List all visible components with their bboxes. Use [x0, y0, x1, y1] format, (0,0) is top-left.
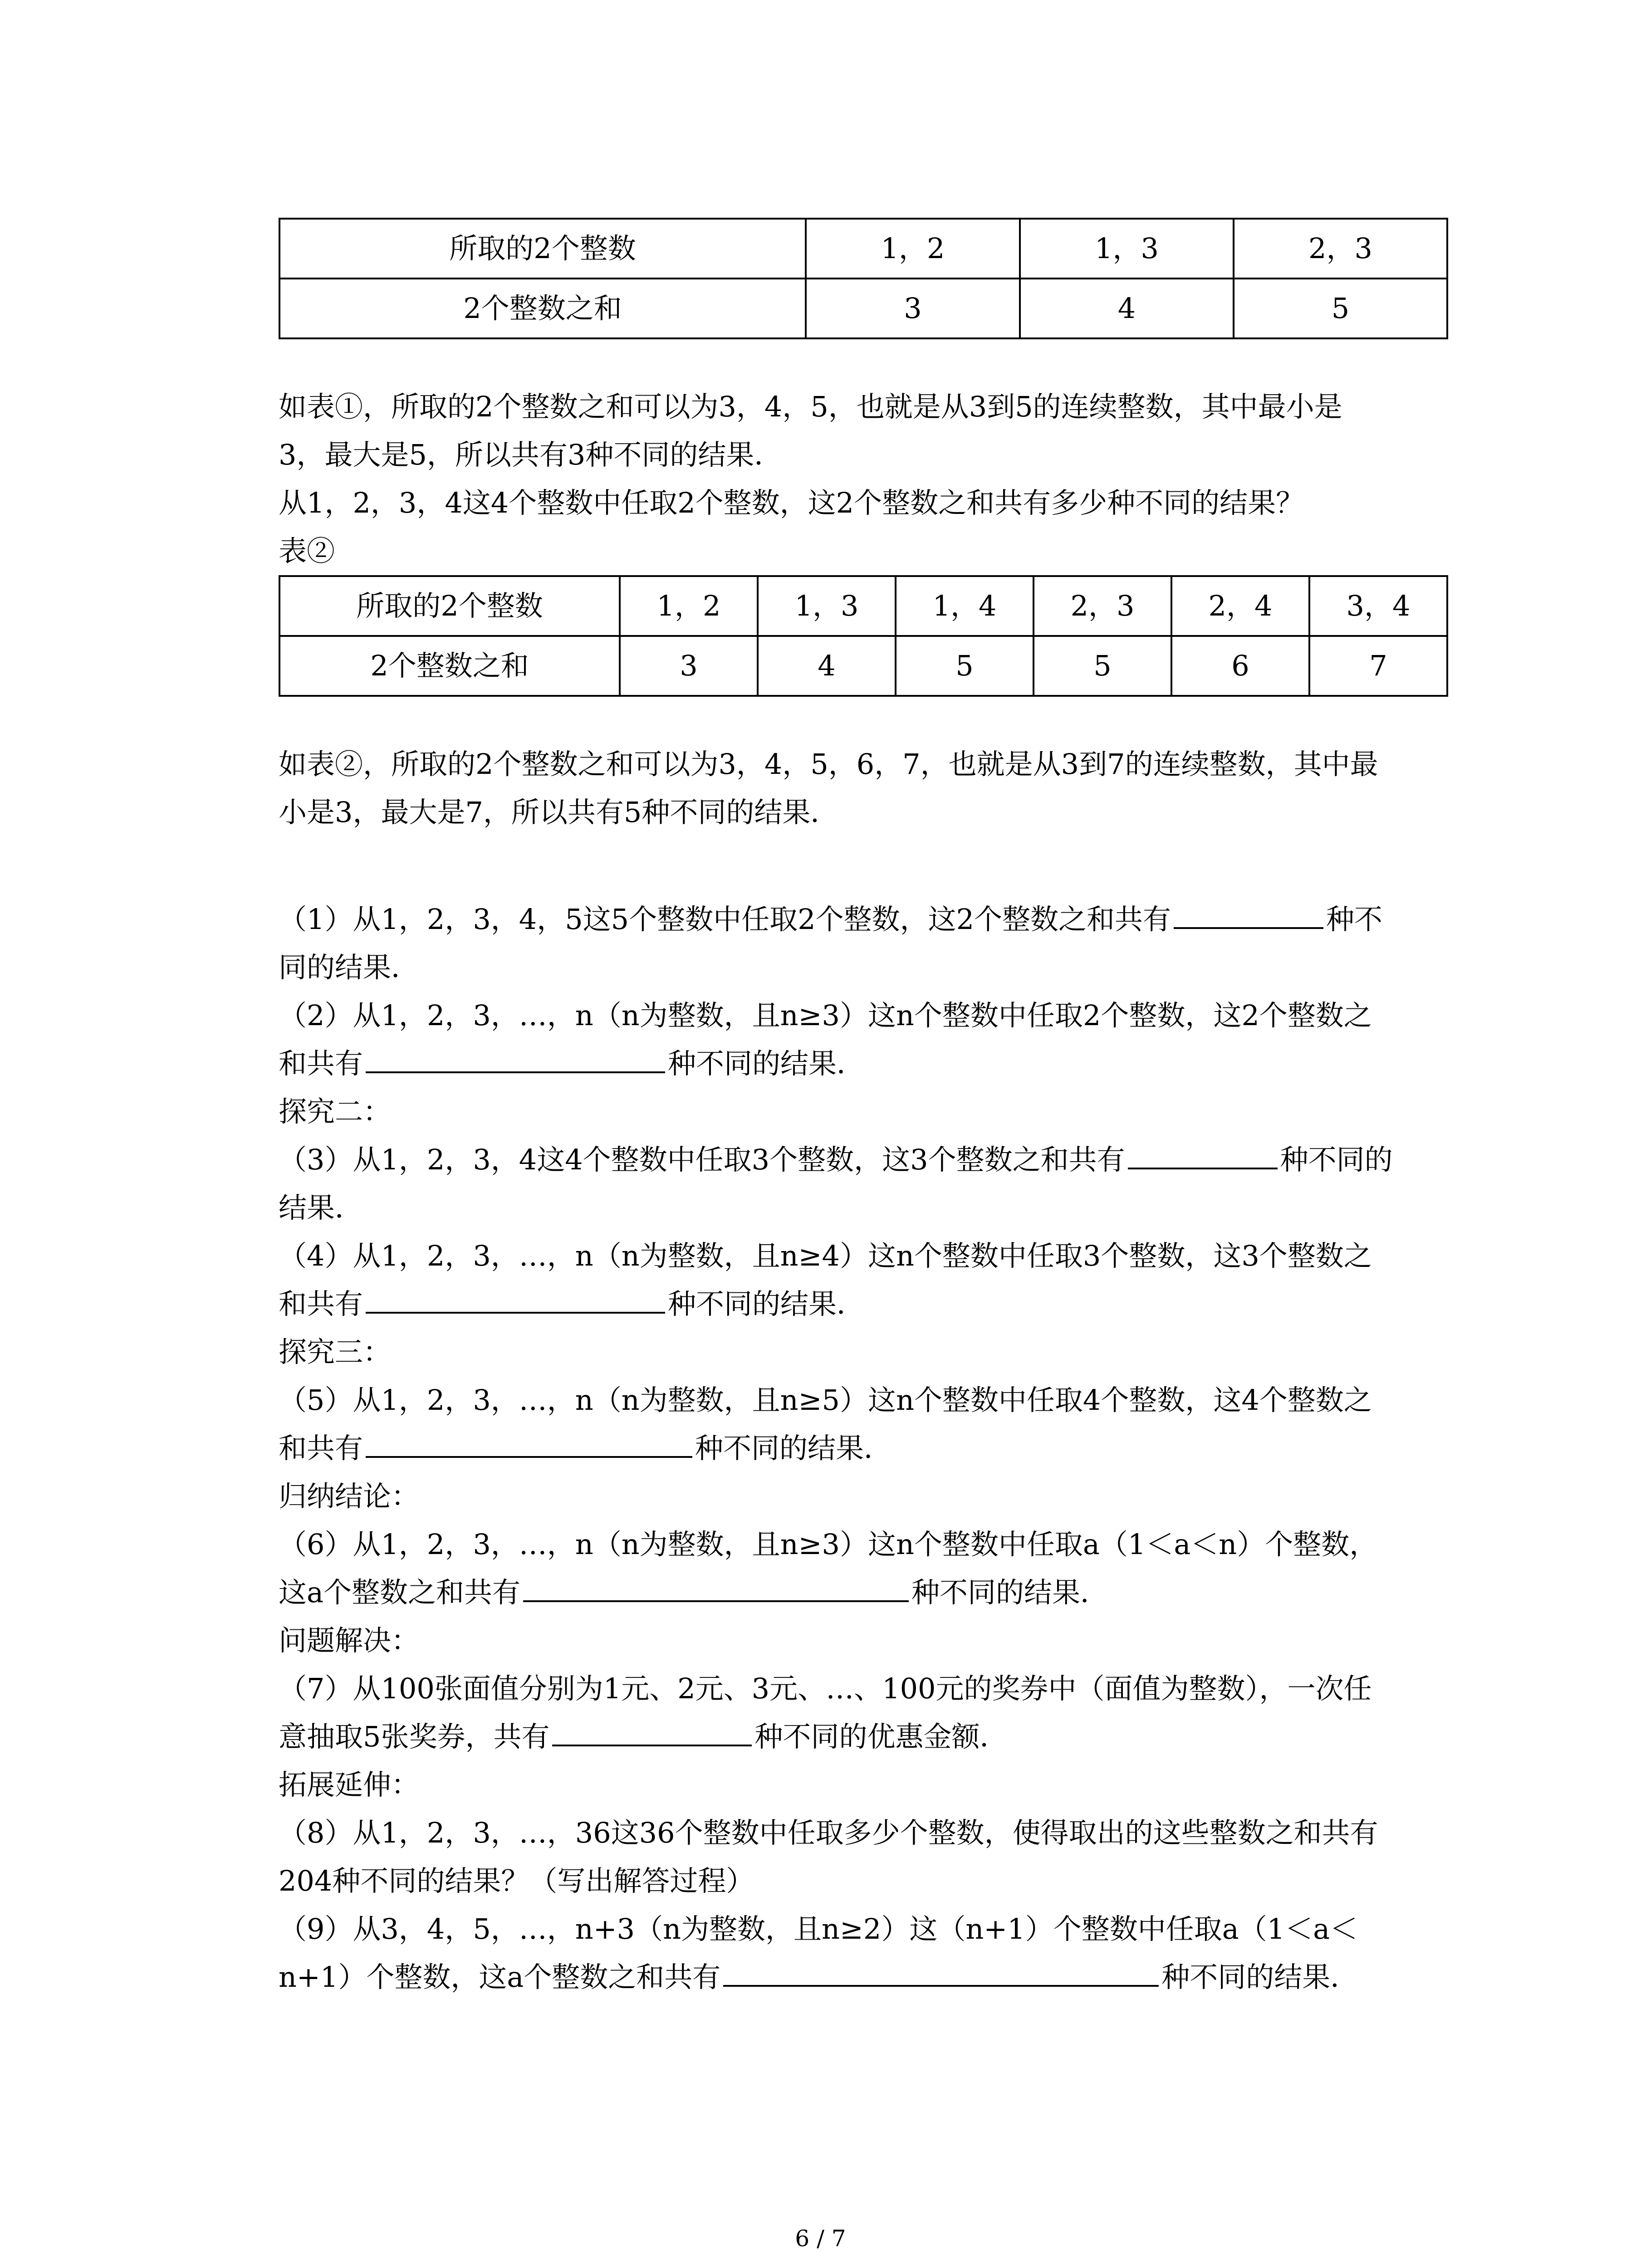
table-cell: 3 [620, 636, 758, 696]
table-cell: 4 [758, 636, 896, 696]
table-cell: 1，2 [806, 219, 1020, 279]
table-cell: 6 [1171, 636, 1309, 696]
question-5: （5）从1，2，3，…，n（n为整数，且n≥5）这n个整数中任取4个整数，这4个整数之 和共有 种不同的结果． [279, 1383, 1372, 1465]
table-cell: 5 [1034, 636, 1171, 696]
table-cell: 1，3 [1020, 219, 1234, 279]
explanation-2: 如表②，所取的2个整数之和可以为3，4，5，6，7，也就是从3到7的连续整数，其中最 小是3，最大是7，所以共有5种不同的结果． [279, 748, 1378, 829]
table-cell: 所取的2个整数 [279, 219, 806, 279]
answer-blank[interactable] [366, 1428, 692, 1458]
table-cell: 5 [1234, 279, 1447, 338]
table-row [279, 576, 1447, 636]
table-cell: 2个整数之和 [279, 636, 620, 696]
question-4: （4）从1，2，3，…，n（n为整数，且n≥4）这n个整数中任取3个整数，这3个整数之 和共有 种不同的结果． [279, 1239, 1372, 1320]
table-cell: 所取的2个整数 [279, 576, 620, 636]
table-cell: 1，4 [896, 576, 1034, 636]
section-heading: 探究三： [279, 1335, 392, 1369]
answer-blank[interactable] [366, 1284, 665, 1314]
question-2: （2）从1，2，3，…，n（n为整数，且n≥3）这n个整数中任取2个整数，这2个整数之 和共有 种不同的结果． [279, 999, 1372, 1080]
answer-blank[interactable] [552, 1716, 752, 1746]
page-content [279, 218, 1446, 2001]
sum-table-1 [279, 218, 1448, 339]
section-heading: 探究二： [279, 1095, 392, 1128]
answer-blank[interactable] [523, 1572, 909, 1602]
table-cell: 7 [1309, 636, 1447, 696]
table-cell: 2个整数之和 [279, 279, 806, 338]
answer-blank[interactable] [1128, 1139, 1278, 1169]
answer-blank[interactable] [723, 1957, 1159, 1987]
table-cell: 3，4 [1309, 576, 1447, 636]
section-heading: 归纳结论： [279, 1480, 420, 1513]
table-row [279, 636, 1447, 696]
table-cell: 1，3 [758, 576, 896, 636]
question-3: （3）从1，2，3，4这4个整数中任取3个整数，这3个整数之和共有 种不同的 结果． [279, 1136, 1446, 1232]
table-cell: 1，2 [620, 576, 758, 636]
page-number: 6 / 7 [795, 2225, 846, 2252]
sum-table-2 [279, 575, 1448, 697]
answer-blank[interactable] [1174, 899, 1323, 929]
question-8: （8）从1，2，3，…，36这36个整数中任取多少个整数，使得取出的这些整数之和共有 204种不同的结果？（写出解答过程） [279, 1816, 1378, 1897]
question-6: （6）从1，2，3，…，n（n为整数，且n≥3）这n个整数中任取a（1＜a＜n）个整数， 这a个整数之和共有 种不同的结果． [279, 1528, 1378, 1609]
table-row [279, 219, 1447, 279]
table-cell: 5 [896, 636, 1034, 696]
table-cell: 4 [1020, 279, 1234, 338]
section-heading: 拓展延伸： [279, 1768, 420, 1801]
table-cell: 2，4 [1171, 576, 1309, 636]
question-intro: 从1，2，3，4这4个整数中任取2个整数，这2个整数之和共有多少种不同的结果？ [279, 486, 1304, 519]
table-row [279, 279, 1447, 338]
table-cell: 3 [806, 279, 1020, 338]
table-cell: 2，3 [1034, 576, 1171, 636]
answer-blank[interactable] [366, 1043, 665, 1073]
question-7: （7）从100张面值分别为1元、2元、3元、…、100元的奖券中（面值为整数），一次任 意抽取5张奖券，共有 种不同的优惠金额． [279, 1672, 1372, 1753]
explanation-1: 如表①，所取的2个整数之和可以为3，4，5，也就是从3到5的连续整数，其中最小是 3，最大是5，所以共有3种不同的结果． 从1，2，3，4这4个整数中任取2个整数，这2个整数之和共有多少种不同的结果？ 表② [279, 390, 1342, 567]
table-2-label: 表② [279, 534, 335, 567]
table-cell: 2，3 [1234, 219, 1447, 279]
question-9: （9）从3，4，5，…，n+3（n为整数，且n≥2）这（n+1）个整数中任取a（1＜a＜ n+1）个整数，这a个整数之和共有 种不同的结果． [279, 1912, 1359, 1994]
section-heading: 问题解决： [279, 1624, 420, 1657]
question-1: （1）从1，2，3，4，5这5个整数中任取2个整数，这2个整数之和共有 种不 同的结果． [279, 895, 1446, 992]
